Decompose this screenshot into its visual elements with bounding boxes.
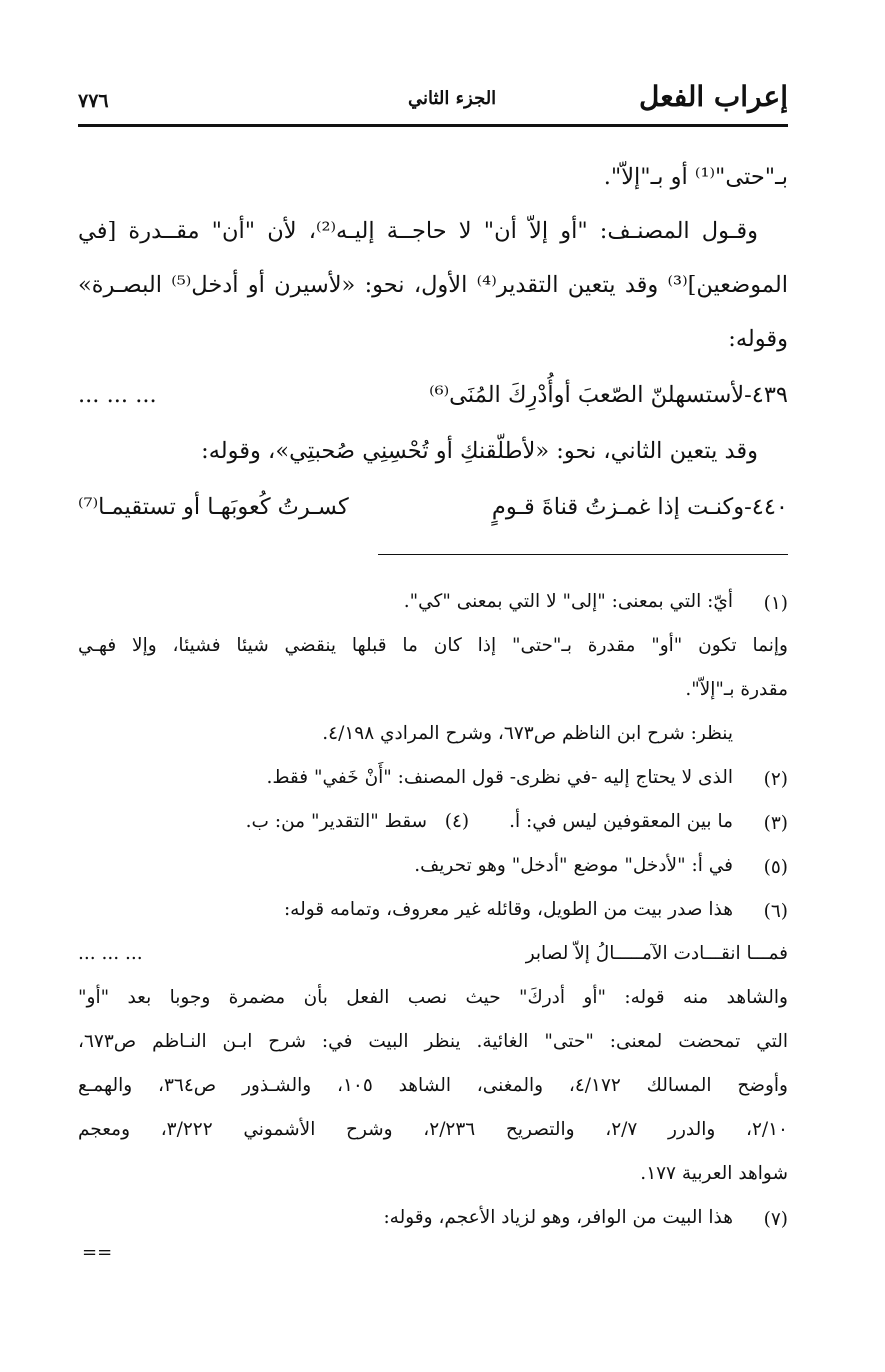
- text-line-2: وقـول المصنـف: "أو إلاّ أن" لا حاجــة إليـه⁽²⁾، لأن "أن" مقــدرة [في: [78, 218, 758, 244]
- footnote-text: هذا صدر بيت من الطويل، وقائله غير معروف، وتمامه قوله:: [283, 899, 733, 920]
- main-text: [78, 150, 788, 536]
- section-title: إعراب الفعل: [638, 80, 788, 113]
- footnote-text: الذى لا يحتاج إليه -في نظرى- قول المصنف: "أَنْ خَفي" فقط.: [266, 767, 733, 788]
- text-line-1: بـ"حتى"⁽¹⁾ أو بـ"إلاّ".: [603, 164, 788, 190]
- footnote-6-continuation: التي تمحضت لمعنى: "حتى" الغائية. ينظر البيت في: شرح ابـن النـاظم ص٦٧٣،: [78, 1031, 788, 1052]
- verse-440-second-hemistich: كسـرتُ كُعوبَهـا أو تستقيمـا⁽⁷⁾: [78, 494, 349, 520]
- footnote-5: [78, 844, 788, 888]
- verse-completion: فمـــا انقـــادت الآمـــــالُ إلاّ لصابر: [525, 943, 788, 964]
- verse-440: [78, 478, 788, 536]
- footnotes: [78, 580, 788, 1240]
- footnote-1-reference: ينظر: شرح ابن الناظم ص٦٧٣، وشرح المرادي ٤/١٩٨.: [322, 723, 733, 744]
- footnote-number: (٥): [763, 857, 788, 878]
- footnote-text: ما بين المعقوفين ليس في: أ.: [509, 811, 733, 832]
- text-line-3: الموضعين]⁽³⁾ وقد يتعين التقدير⁽⁴⁾ الأول، نحو: «لأسيرن أو أدخل⁽⁵⁾ البصـرة»: [78, 272, 788, 298]
- footnote-7: [78, 1196, 788, 1240]
- text-line-after-439: وقد يتعين الثاني، نحو: «لأطلّقنكِ أو تُحْسِنِي صُحبتِي»، وقوله:: [201, 438, 758, 464]
- header-rule: [78, 124, 788, 127]
- footnote-6: [78, 888, 788, 932]
- footnote-text: هذا البيت من الوافر، وهو لزياد الأعجم، وقوله:: [383, 1207, 733, 1228]
- footnote-separator: [378, 554, 788, 555]
- continuation-mark: ==: [82, 1242, 113, 1263]
- footnote-1: [78, 580, 788, 624]
- footnote-number: (١): [763, 593, 788, 614]
- part-label: الجزء الثاني: [408, 88, 497, 109]
- footnote-3-4: [78, 800, 788, 844]
- verse-ellipsis: ... ... ...: [78, 943, 143, 964]
- verse-439-second-hemistich: ... ... ...: [78, 382, 157, 408]
- footnote-6-continuation: وأوضح المسالك ٤/١٧٢، والمغنى، الشاهد ١٠٥، والشـذور ص٣٦٤، والهمـع: [78, 1075, 788, 1096]
- footnote-number: (٣): [763, 813, 788, 834]
- footnote-text: سقط "التقدير" من: ب.: [245, 811, 428, 832]
- verse-439-first-hemistich: ٤٣٩-لأستسهلنّ الصّعبَ أوأُدْرِكَ المُنَى⁽⁶⁾: [429, 382, 788, 408]
- footnote-text: أيّ: التي بمعنى: "إلى" لا التي بمعنى "كي".: [403, 591, 733, 612]
- running-header: [78, 70, 788, 122]
- footnote-6-continuation: شواهد العربية ١٧٧.: [640, 1163, 788, 1184]
- footnote-number: (٢): [763, 769, 788, 790]
- verse-439: [78, 366, 788, 424]
- text-line-4: وقوله:: [728, 326, 788, 352]
- footnote-number: (٧): [763, 1209, 788, 1230]
- footnote-number: (٤): [444, 811, 470, 832]
- footnote-text: في أ: "لأدخل" موضع "أدخل" وهو تحريف.: [414, 855, 733, 876]
- footnote-6-continuation: والشاهد منه قوله: "أو أدركَ" حيث نصب الفعل بأن مضمرة وجوبا بعد "أو": [78, 987, 788, 1008]
- page-number: ٧٧٦: [78, 90, 109, 112]
- footnote-6-continuation: ٢/١٠، والدرر ٢/٧، والتصريح ٢/٢٣٦، وشرح الأشموني ٣/٢٢٢، ومعجم: [78, 1119, 788, 1140]
- footnote-6-verse: [78, 932, 788, 976]
- footnote-number: (٦): [763, 901, 788, 922]
- footnote-2: [78, 756, 788, 800]
- footnote-1-continuation: مقدرة بـ"إلاّ".: [685, 679, 788, 700]
- verse-440-first-hemistich: ٤٤٠-وكنـت إذا غمـزتُ قناةَ قـومٍ: [491, 494, 788, 520]
- footnote-1-continuation: وإنما تكون "أو" مقدرة بـ"حتى" إذا كان ما قبلها ينقضي شيئا فشيئا، وإلا فهـي: [78, 635, 788, 656]
